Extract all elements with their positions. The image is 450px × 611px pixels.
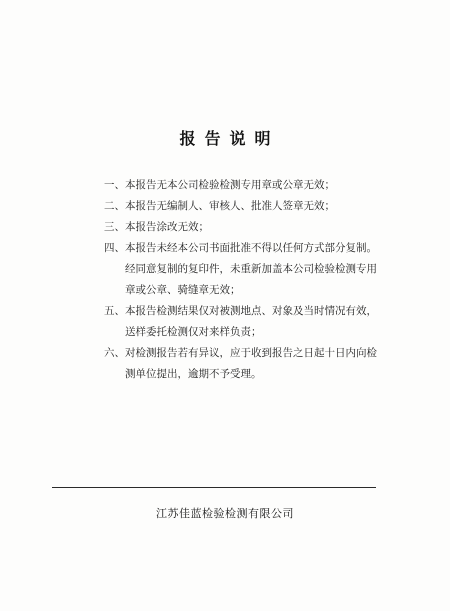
list-item: [104, 175, 404, 196]
item-line: 三、本报告涂改无效；: [104, 221, 209, 233]
page-title: 报告说明: [179, 129, 280, 148]
list-item: [104, 301, 404, 343]
list-item: [104, 238, 404, 301]
item-line: 一、本报告无本公司检验检测专用章或公章无效；: [104, 179, 335, 191]
company-name: 江苏佳蓝检验检测有限公司: [156, 507, 294, 520]
list-item: [104, 196, 404, 217]
divider: [52, 487, 376, 488]
item-line-continued: 经同意复制的复印件，未重新加盖本公司检验检测专用: [125, 263, 377, 275]
item-line: 二、本报告无编制人、审核人、批准人签章无效；: [104, 200, 335, 212]
notes-list: [104, 175, 404, 385]
item-line: 五、本报告检测结果仅对被测地点、对象及当时情况有效，: [104, 305, 377, 317]
item-line-continued: 送样委托检测仅对来样负责；: [125, 326, 262, 338]
item-line-continued: 测单位提出，逾期不予受理。: [125, 368, 262, 380]
list-item: [104, 343, 404, 385]
list-item: [104, 217, 404, 238]
item-line: 四、本报告未经本公司书面批准不得以任何方式部分复制。: [104, 242, 377, 254]
item-line-continued: 章或公章、骑缝章无效；: [125, 284, 241, 296]
item-line: 六、对检测报告若有异议，应于收到报告之日起十日内向检: [104, 347, 377, 359]
